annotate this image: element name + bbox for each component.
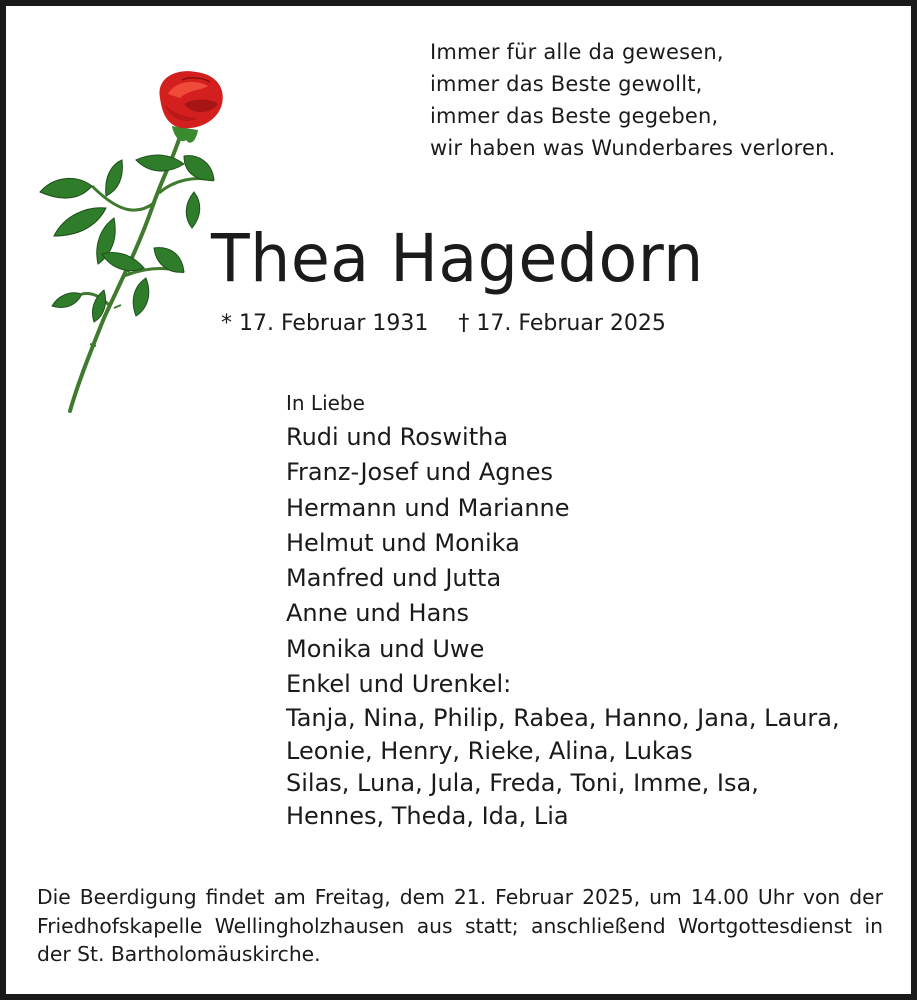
rose-branch [159,179,214,193]
grandchildren-line: Hennes, Theda, Ida, Lia [286,801,569,830]
rose-leaf [52,293,82,308]
mourner-entry: Anne und Hans [286,599,469,628]
poem-line: immer das Beste gegeben, [430,104,719,128]
deceased-name: Thea Hagedorn [211,220,704,297]
memorial-poem [430,36,836,164]
birth-date: * 17. Februar 1931 [221,311,429,336]
rose-leaf [54,208,106,236]
mourner-entry: Rudi und Roswitha [286,423,509,451]
rose-blossom [159,71,222,128]
life-dates [221,309,666,339]
mourner-entry: Helmut und Monika [286,528,520,557]
grandchildren-line: Tanja, Nina, Philip, Rabea, Hanno, Jana, Laura, [286,704,840,732]
mourner-entry: Enkel und Urenkel: [286,670,512,699]
poem-line: wir haben was Wunderbares verloren. [430,136,836,160]
rose-leaf [136,155,184,171]
grandchildren-line: Silas, Luna, Jula, Freda, Toni, Imme, Isa, [286,769,759,797]
rose-leaf [184,156,214,181]
rose-illustration [34,68,234,413]
poem-line: Immer für alle da gewesen, [430,40,724,64]
grandchildren-list [286,702,840,832]
funeral-notice: Die Beerdigung findet am Freitag, dem 21. Februar 2025, um 14.00 Uhr von der Friedhofskapelle Wellingholzhausen aus statt; anschließend Wortgottesdienst in der St. Bartholomäuskirche. [37,885,883,966]
rose-leaf [102,253,144,271]
rose-branch [92,186,154,210]
rose-leaf [40,178,92,198]
mourners-list [286,420,570,702]
rose-leaf [186,192,200,228]
mourner-entry: Hermann und Marianne [286,493,570,522]
rose-leaf [106,160,123,196]
poem-line: immer das Beste gewollt, [430,72,703,96]
rose-sepal [172,126,198,143]
mourner-entry: Monika und Uwe [286,634,485,663]
grandchildren-line: Leonie, Henry, Rieke, Alina, Lukas [286,736,693,765]
mourner-entry: Manfred und Jutta [286,564,502,593]
death-date: † 17. Februar 2025 [458,311,666,336]
mourners-intro: In Liebe [286,391,365,415]
mourner-entry: Franz-Josef und Agnes [286,458,553,487]
rose-leaf [133,278,149,316]
